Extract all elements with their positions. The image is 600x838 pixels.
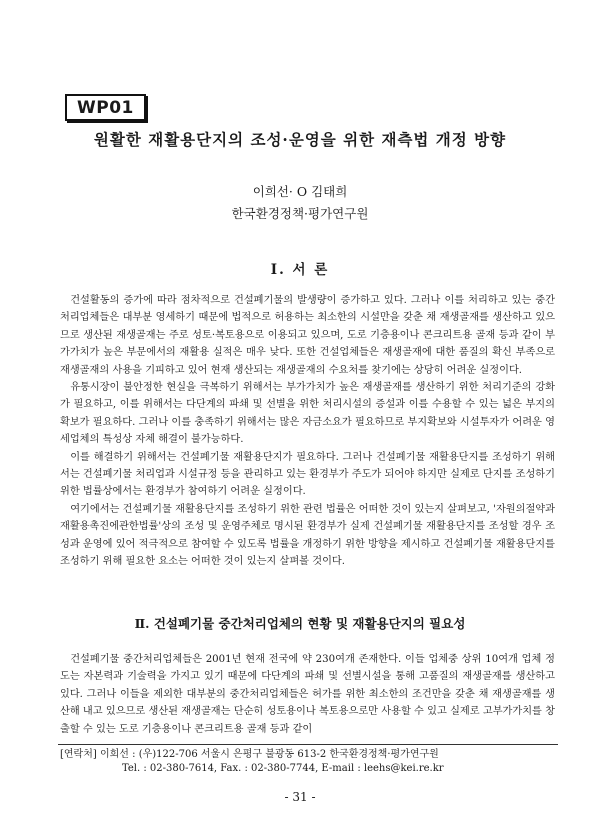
section-heading-status: Ⅱ. 건설폐기물 중간처리업체의 현황 및 재활용단지의 필요성 bbox=[134, 616, 466, 631]
author-names: 이희선· O 김태희 bbox=[252, 184, 348, 199]
page-number: - 31 - bbox=[284, 790, 316, 804]
paragraph: 이를 해결하기 위해서는 건설폐기물 재활용단지가 필요하다. 그러나 건설폐기물 재활용단지를 조성하기 위해서는 건설폐기물 처리업과 시설규정 등을 관리하고 있는 환경부가 주도가 되어야 하지만 실제로 단지를 조성하기 위한 법률상에서는 환경부가 참여하기 어려운 실정이다. bbox=[60, 451, 555, 498]
footnote-divider bbox=[58, 744, 558, 745]
section-heading-introduction: I. 서 론 bbox=[270, 262, 330, 278]
contact-label: [연락처] bbox=[60, 749, 97, 760]
section-body-introduction bbox=[60, 292, 555, 571]
section-body-status bbox=[60, 651, 555, 738]
contact-footnote bbox=[60, 748, 444, 776]
paragraph: 건설활동의 증가에 따라 점차적으로 건설폐기물의 발생량이 증가하고 있다. 그러나 이를 처리하고 있는 중간처리업체들은 대부분 영세하기 때문에 법적으로 허용하는 최소한의 시설만을 갖춘 채 재생골재를 생산하고 있으므로 생산된 재생골재는 주로 성토·복토용으로 이용되고 있으며, 도로 기층용이나 콘크리트용 골재 등과 같이 부가가치가 높은 부문에서의 재활용 실적은 매우 낮다. 또한 건설업체들은 재생골재에 대한 품질의 확신 부족으로 재생골재의 사용을 기피하고 있어 현재 생산되는 재생골재의 수요처를 찾기에는 상당히 어려운 실정이다. bbox=[60, 295, 555, 376]
contact-phone-email: Tel. : 02-380-7614, Fax. : 02-380-7744, E-mail : leehs@kei.re.kr bbox=[122, 763, 444, 774]
contact-line-1 bbox=[60, 748, 444, 762]
paper-code-box: WP01 bbox=[65, 94, 146, 121]
paragraph: 유통시장이 불안정한 현실을 극복하기 위해서는 부가가치가 높은 재생골재를 생산하기 위한 처리기준의 강화가 필요하고, 이를 위해서는 다단계의 파쇄 및 선별을 위한 처리시설의 증설과 이를 수용할 수 있는 넓은 부지의 확보가 필요하다. 그러나 이를 충족하기 위해서는 많은 자금소요가 필요하므로 부지확보와 시설투자가 어려운 영세업체의 특성상 자체 해결이 불가능하다. bbox=[60, 382, 555, 446]
author-affiliation: 한국환경정책·평가연구원 bbox=[231, 206, 369, 221]
paragraph: 여기에서는 건설폐기물 재활용단지를 조성하기 위한 관련 법률은 어떠한 것이 있는지 살펴보고, '자원의절약과재활용촉진에관한법률'상의 조성 및 운영주체로 명시된 환경부가 실제 건설폐기물 재활용단지를 조성할 경우 조성과 운영에 있어 적극적으로 참여할 수 있도록 법률을 개정하기 위한 방향을 제시하고 건설폐기물 재활용단지를 조성하기 위해 필요한 요소는 어떠한 것이 있는지 살펴볼 것이다. bbox=[60, 503, 555, 568]
paper-title: 원활한 재활용단지의 조성·운영을 위한 재측법 개정 방향 bbox=[93, 130, 507, 149]
paragraph: 건설폐기물 중간처리업체들은 2001년 현재 전국에 약 230여개 존재한다. 이들 업체중 상위 10여개 업체 정도는 자본력과 기술력을 가지고 있기 때문에 다단계의 파쇄 및 선별시설을 통해 고품질의 재생골재를 생산하고 있다. 그러나 이들을 제외한 대부분의 중간처리업체들은 허가를 위한 최소한의 조건만을 갖춘 채 재생골재를 생산해 내고 있으므로 생산된 재생골재는 단순히 성토용이나 복토용으로만 사용할 수 있고 실제로 고부가가치를 창출할 수 있는 도로 기층용이나 콘크리트용 골재 등과 같이 bbox=[60, 654, 555, 735]
contact-address: 이희선 : (우)122-706 서울시 은평구 불광동 613-2 한국환경정책·평가연구원 bbox=[99, 749, 439, 760]
